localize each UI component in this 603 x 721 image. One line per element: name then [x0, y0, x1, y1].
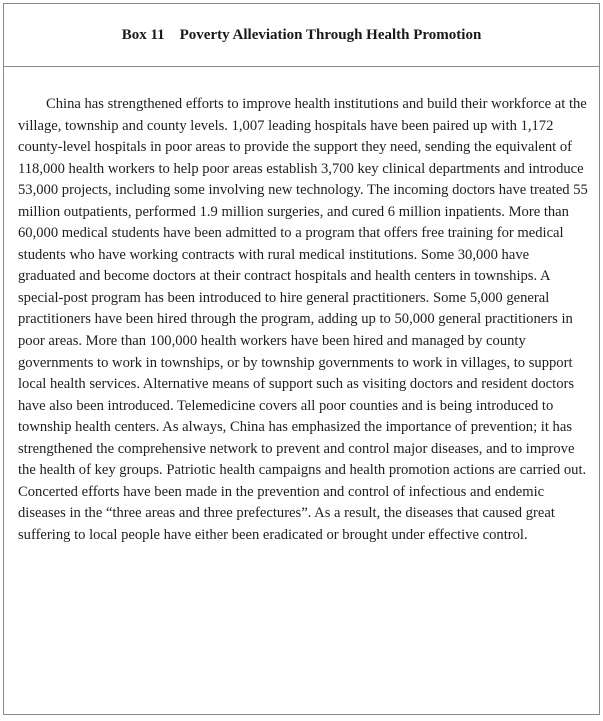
body-paragraph: China has strengthened efforts to improve health institutions and build their workforce at the village, township and county levels. 1,007 leading hospitals have been paired up with 1,172 county-level hospitals in poor areas to provide the support they need, sending the equivalent of 118,000 health workers to help poor areas establish 3,700 key clinical departments and introduce 53,000 projects, including some involving new technology. The incoming doctors have treated 55 million outpatients, performed 1.9 million surgeries, and cured 6 million inpatients. More than 60,000 medical students have been admitted to a program that offers free training for medical students who have working contracts with rural medical institutions. Some 30,000 have graduated and become doctors at their contract hospitals and health centers in townships. A special-post program has been introduced to hire general practitioners. Some 5,000 general practitioners have been hired through the program, adding up to 50,000 general practitioners in poor areas. More than 100,000 health workers have been hired and managed by county governments to work in townships, or by township governments to work in villages, to support local health services. Alternative means of support such as visiting doctors and resident doctors have also been introduced. Telemedicine covers all poor counties and is being introduced to township health centers. As always, China has emphasized the importance of prevention; it has strengthened the comprehensive network to prevent and control major diseases, and to improve the health of key groups. Patriotic health campaigns and health promotion actions are carried out. Concerted efforts have been made in the prevention and control of infectious and endemic diseases in the “three areas and three prefectures”. As a result, the diseases that caused great suffering to local people have either been eradicated or brought under effective control. — [18, 96, 588, 543]
box-label: Box 11 — [121, 26, 165, 43]
text-box — [3, 3, 600, 715]
box-title: Poverty Alleviation Through Health Promotion — [179, 26, 482, 43]
box-header — [4, 4, 599, 67]
box-body — [4, 67, 599, 546]
